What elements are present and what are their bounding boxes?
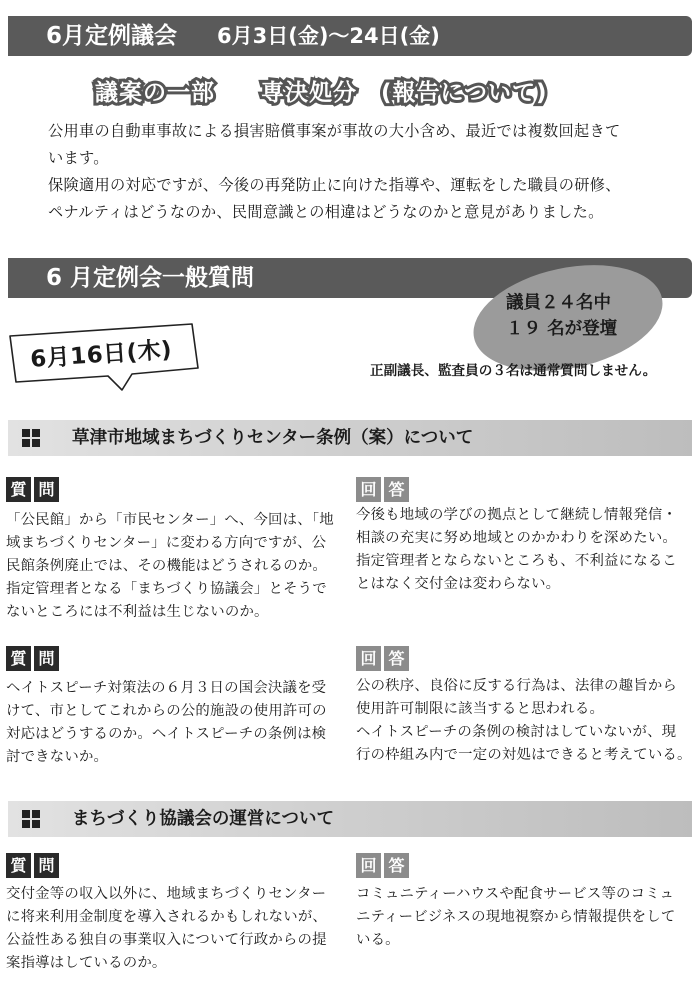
question-label-char: 問 bbox=[34, 853, 59, 878]
members-line-2: １９ 名が登壇 bbox=[506, 319, 618, 339]
question-text bbox=[6, 883, 342, 975]
grid-square-icon bbox=[22, 429, 40, 447]
question-label-char: 問 bbox=[34, 477, 59, 502]
agenda-part-1: 議案の一部 bbox=[95, 80, 215, 106]
text-line: 指定管理者となる「まちづくり協議会」とそうで bbox=[6, 581, 327, 597]
question-text bbox=[6, 509, 342, 624]
question-label-char: 質 bbox=[6, 477, 31, 502]
intro-line: 保険適用の対応ですが、今後の再発防止に向けた指導や、運転をした職員の研修、 bbox=[48, 176, 621, 194]
general-question-title: 6 月定例会一般質問 bbox=[46, 265, 255, 291]
text-line: ヘイトスピーチの条例の検討はしていないが、現 bbox=[356, 724, 677, 740]
text-line: ヘイトスピーチ対策法の６月３日の国会決議を受 bbox=[6, 680, 327, 696]
text-line: 「公民館」から「市民センター」へ、今回は、「地 bbox=[6, 512, 334, 528]
text-line: 相談の充実に努め地域とのかかわりを深めたい。 bbox=[356, 530, 677, 546]
question-text bbox=[6, 677, 342, 769]
answer-label bbox=[356, 646, 409, 671]
text-line: 指定管理者とならないところも、不利益になるこ bbox=[356, 553, 677, 569]
text-line: 使用許可制限に該当すると思われる。 bbox=[356, 701, 605, 717]
question-label bbox=[6, 853, 59, 878]
agenda-heading bbox=[95, 74, 548, 107]
members-count bbox=[506, 290, 656, 342]
session-dates: 6月3日(金)～24日(金) bbox=[217, 24, 440, 48]
answer-label-char: 回 bbox=[356, 646, 381, 671]
intro-paragraph bbox=[48, 118, 678, 226]
question-label-char: 質 bbox=[6, 646, 31, 671]
answer-label bbox=[356, 853, 409, 878]
text-line: ないところには不利益は生じないのか。 bbox=[6, 604, 269, 620]
text-line: 公の秩序、良俗に反する行為は、法律の趣旨から bbox=[356, 678, 677, 694]
text-line: 域まちづくりセンター」に変わる方向ですが、公 bbox=[6, 535, 327, 551]
answer-label-char: 回 bbox=[356, 477, 381, 502]
text-line: 行の枠組み内で一定の対処はできると考えている。 bbox=[356, 747, 692, 763]
section-header bbox=[8, 801, 692, 837]
answer-label-char: 答 bbox=[384, 477, 409, 502]
text-line: 討できないか。 bbox=[6, 749, 109, 765]
text-line: コミュニティーハウスや配食サービス等のコミュ bbox=[356, 886, 675, 902]
answer-text bbox=[356, 504, 692, 596]
section-title: まちづくり協議会の運営について bbox=[72, 809, 334, 829]
answer-label-char: 答 bbox=[384, 853, 409, 878]
grid-square-icon bbox=[22, 810, 40, 828]
text-line: いる。 bbox=[356, 932, 400, 948]
answer-label bbox=[356, 477, 409, 502]
text-line: 対応はどうするのか。ヘイトスピーチの条例は検 bbox=[6, 726, 327, 742]
text-line: 民館条例廃止では、その機能はどうされるのか。 bbox=[6, 558, 327, 574]
answer-label-char: 回 bbox=[356, 853, 381, 878]
intro-line: 公用車の自動車事故による損害賠償事案が事故の大小含め、最近では複数回起きて bbox=[48, 122, 621, 140]
question-label bbox=[6, 477, 59, 502]
intro-line: ペナルティはどうなのか、民間意識との相違はどうなのかと意見がありました。 bbox=[48, 203, 604, 221]
members-line-1: 議員２４名中 bbox=[506, 293, 611, 313]
question-label-char: 問 bbox=[34, 646, 59, 671]
section-title: 草津市地域まちづくりセンター条例（案）について bbox=[72, 428, 474, 448]
text-line: 公益性ある独自の事業収入について行政からの提 bbox=[6, 932, 327, 948]
question-label bbox=[6, 646, 59, 671]
text-line: 案指導はしているのか。 bbox=[6, 955, 167, 971]
text-line: 今後も地域の学びの拠点として継続し情報発信・ bbox=[356, 507, 677, 523]
text-line: 交付金等の収入以外に、地域まちづくりセンター bbox=[6, 886, 327, 902]
answer-text bbox=[356, 883, 692, 952]
text-line: とはなく交付金は変わらない。 bbox=[356, 576, 561, 592]
session-title: 6月定例議会 bbox=[46, 23, 178, 49]
session-banner bbox=[8, 16, 692, 56]
text-line: ニティービジネスの現地視察から情報提供をして bbox=[356, 909, 676, 925]
question-date: 6月16日(木) bbox=[29, 337, 173, 373]
agenda-part-2: 専決処分 (報告について) bbox=[261, 80, 548, 106]
answer-text bbox=[356, 675, 692, 767]
section-header bbox=[8, 420, 692, 456]
question-label-char: 質 bbox=[6, 853, 31, 878]
intro-line: います。 bbox=[48, 149, 109, 167]
exemption-note: 正副議長、監査員の３名は通常質問しません。 bbox=[370, 363, 657, 379]
text-line: けて、市としてこれからの公的施設の使用許可の bbox=[6, 703, 327, 719]
text-line: に将来利用金制度を導入されるかもしれないが、 bbox=[6, 909, 327, 925]
answer-label-char: 答 bbox=[384, 646, 409, 671]
